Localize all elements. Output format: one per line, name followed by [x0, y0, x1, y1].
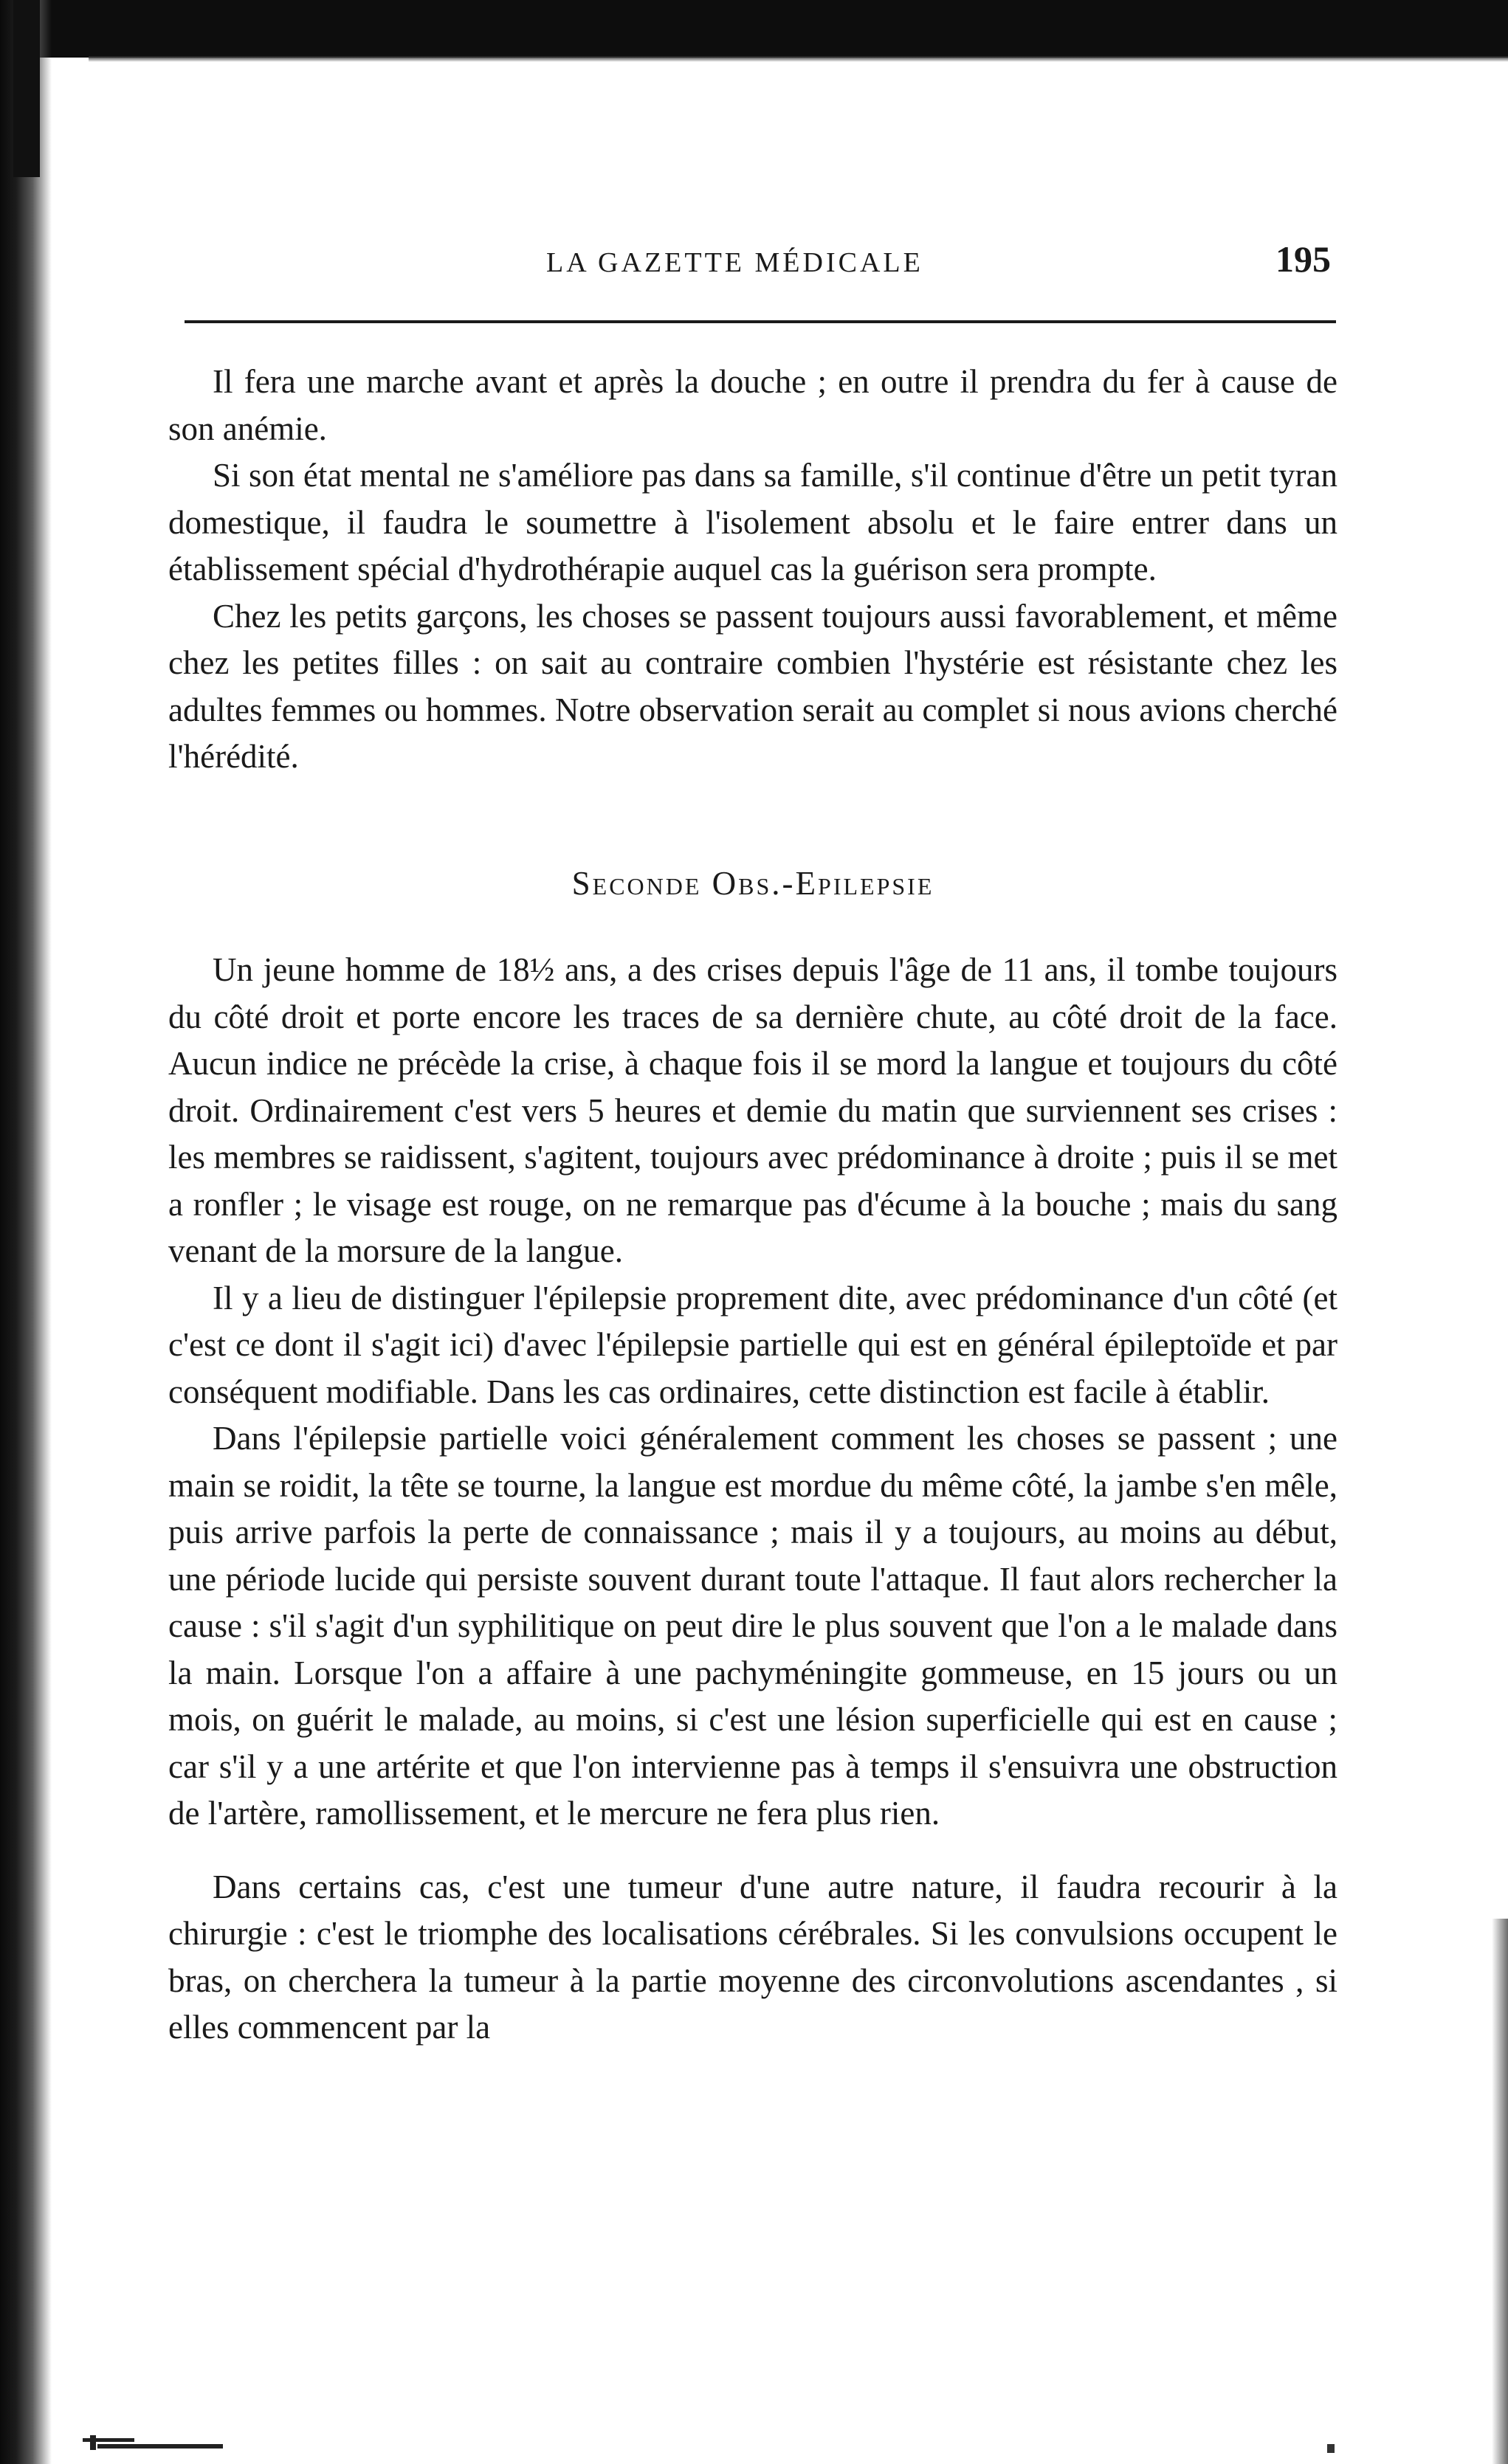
scan-binding-shadow — [0, 0, 52, 2464]
paragraph-distinguer: Il y a lieu de distinguer l'épilepsie proprement dite, avec prédominance d'un côté (et c'est ce dont il s'agit ici) d'avec l'épilepsie partielle qui est en général épileptoïde et par conséquent modifiable. Dans les cas ordinaires, cette distinction est facile à établir. — [168, 1279, 1337, 1410]
running-title: LA GAZETTE MÉDICALE — [546, 247, 923, 278]
paragraph-douche: Il fera une marche avant et après la douche ; en outre il prendra du fer à cause de son anémie. — [168, 363, 1337, 447]
page-number: 195 — [1275, 238, 1331, 280]
printer-mark — [83, 2435, 230, 2451]
paragraph-jeune-homme: Un jeune homme de 18½ ans, a des crises depuis l'âge de 11 ans, il tombe toujours du côté droit et porte encore les traces de sa dernière chute, au côté droit de la face. Aucun indice ne précède la crise, à chaque fois il se mord la langue et toujours du côté droit. Ordinairement c'est vers 5 heures et demie du matin que surviennent ses crises : les membres se raidissent, s'agitent, toujours avec prédominance à droite ; puis il se met a ronfler ; le visage est rouge, on ne remarque pas d'écume à la bouche ; mais du sang venant de la morsure de la langue. — [168, 951, 1337, 1269]
section-heading: Seconde Obs.-Epilepsie — [571, 864, 934, 902]
scan-top-border — [0, 0, 1508, 58]
paragraph-petits-garcons: Chez les petits garçons, les choses se passent toujours aussi favorablement, et même chez les petites filles : on sait au contraire combien l'hystérie est résistante chez les adultes femmes ou hommes. Notre observation serait au complet si nous avions cherché l'hérédité. — [168, 597, 1337, 775]
paragraph-epilepsie-partielle: Dans l'épilepsie partielle voici généralement comment les choses se passent ; une main se roidit, la tête se tourne, la langue est mordue du même côté, la jambe s'en mêle, puis arrive parfois la perte de connaissance ; mais il y a toujours, au moins au début, une période lucide qui persiste souvent durant toute l'attaque. Il faut alors rechercher la cause : s'il s'agit d'un syphilitique on peut dire le plus souvent que l'on a le malade dans la main. Lorsque l'on a affaire à une pachyméningite gommeuse, en 15 jours ou un mois, on guérit le malade, au moins, si c'est une lésion superficielle qui est en cause ; car s'il y a une artérite et que l'on intervienne pas à temps il s'ensuivra une obstruction de l'artère, ramollissement, et le mercure ne fera plus rien. — [168, 1420, 1337, 1832]
scan-right-shadow — [1492, 1919, 1508, 2464]
stray-ink-mark — [1327, 2444, 1335, 2453]
header-rule — [185, 320, 1336, 323]
paragraph-etat-mental: Si son état mental ne s'améliore pas dans sa famille, s'il continue d'être un petit tyran domestique, il faudra le soumettre à l'isolement absolu et le faire entrer dans un établissement spécial d'hydrothérapie auquel cas la guérison sera prompte. — [168, 457, 1337, 587]
page-body — [168, 359, 1337, 2051]
paragraph-tumeur: Dans certains cas, c'est une tumeur d'une autre nature, il faudra recourir à la chirurgie : c'est le triomphe des localisations cérébrales. Si les convulsions occupent le bras, on cherchera la tumeur à la partie moyenne des circonvolutions ascendantes , si elles commencent par la — [168, 1868, 1337, 2046]
